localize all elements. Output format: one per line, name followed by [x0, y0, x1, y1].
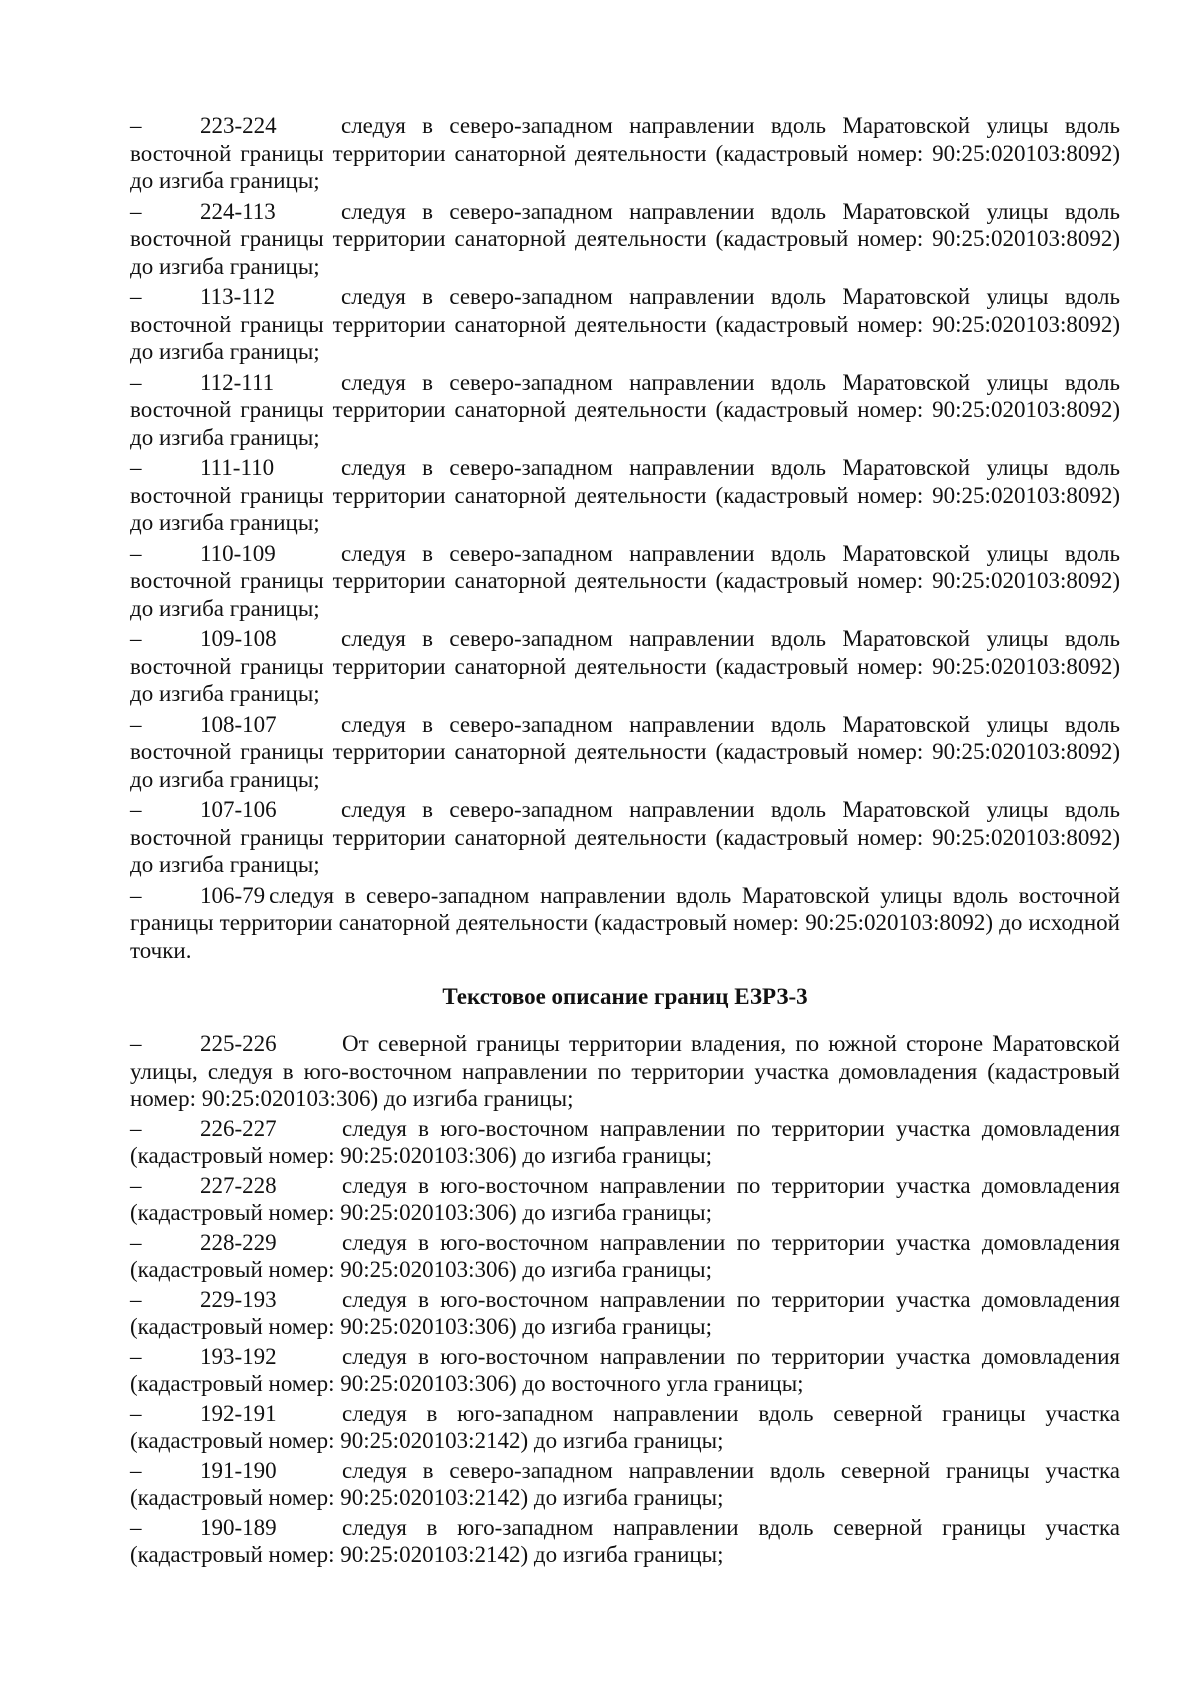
- segment-code: 226-227: [200, 1115, 277, 1141]
- segment-description: следуя в северо-западном направлении вдоль Маратовской улицы вдоль восточной границы территории санаторной деятельности (кадастровый номер: 90:25:020103:8092) до изгиба границы;: [130, 626, 1120, 706]
- list-dash: –: [130, 369, 142, 395]
- segment-code: 109-108: [200, 626, 277, 651]
- segment-description: следуя в юго-западном направлении вдоль северной границы участка (кадастровый номер: 90:25:020103:2142) до изгиба границы;: [130, 1400, 1120, 1453]
- list-item: [130, 1400, 1120, 1455]
- list-item: [130, 1115, 1120, 1170]
- segment-code: 110-109: [200, 540, 276, 566]
- segment-description: следуя в юго-восточном направлении по территории участка домовладения (кадастровый номер: 90:25:020103:306) до изгиба границы;: [130, 1115, 1120, 1168]
- section-heading: Текстовое описание границ ЕЗРЗ-3: [442, 984, 808, 1009]
- segment-description: следуя в северо-западном направлении вдоль Маратовской улицы вдоль восточной границы территории санаторной деятельности (кадастровый номер: 90:25:020103:8092) до изгиба границы;: [130, 198, 1120, 279]
- segment-code: 228-229: [200, 1229, 277, 1255]
- segment-code: 107-106: [200, 797, 277, 822]
- segment-code: 223-224: [200, 113, 277, 138]
- segment-description: следуя в юго-восточном направлении по территории участка домовладения (кадастровый номер: 90:25:020103:306) до восточного угла границы;: [130, 1343, 1120, 1396]
- list-item: [130, 1172, 1120, 1227]
- list-dash: –: [130, 1172, 142, 1198]
- list-dash: –: [130, 626, 142, 651]
- list-item: [130, 711, 1120, 794]
- list-item: [130, 283, 1120, 366]
- segment-code: 224-113: [200, 198, 276, 224]
- segment-code: 112-111: [200, 369, 275, 395]
- segment-description: следуя в юго-западном направлении вдоль северной границы участка (кадастровый номер: 90:25:020103:2142) до изгиба границы;: [130, 1514, 1120, 1567]
- segment-code: 229-193: [200, 1286, 277, 1312]
- list-dash: –: [130, 455, 142, 480]
- list-item: [130, 796, 1120, 879]
- list-dash: –: [130, 711, 142, 737]
- list-item: [130, 625, 1120, 708]
- segment-code: 192-191: [200, 1400, 277, 1426]
- segment-code: 108-107: [200, 711, 277, 737]
- segment-code: 191-190: [200, 1457, 277, 1483]
- list-dash: –: [130, 1115, 142, 1141]
- segment-description: следуя в северо-западном направлении вдоль Маратовской улицы вдоль восточной границы территории санаторной деятельности (кадастровый номер: 90:25:020103:8092) до изгиба границы;: [130, 711, 1120, 792]
- segment-code: 193-192: [200, 1343, 277, 1369]
- list-item: [130, 112, 1120, 195]
- segment-description: следуя в северо-западном направлении вдоль Маратовской улицы вдоль восточной границы территории санаторной деятельности (кадастровый номер: 90:25:020103:8092) до изгиба границы;: [130, 284, 1120, 364]
- list-item: [130, 198, 1120, 281]
- list-dash: –: [130, 1400, 142, 1426]
- segment-description: следуя в северо-западном направлении вдоль Маратовской улицы вдоль восточной границы территории санаторной деятельности (кадастровый номер: 90:25:020103:8092) до изгиба границы;: [130, 540, 1120, 621]
- list-dash: –: [130, 1343, 142, 1369]
- list-item: [130, 1343, 1120, 1398]
- list-item: [130, 1030, 1120, 1113]
- segment-description: следуя в юго-восточном направлении по территории участка домовладения (кадастровый номер: 90:25:020103:306) до изгиба границы;: [130, 1229, 1120, 1282]
- boundary-list-section-1: [130, 112, 1120, 967]
- segment-description: следуя в юго-восточном направлении по территории участка домовладения (кадастровый номер: 90:25:020103:306) до изгиба границы;: [130, 1172, 1120, 1225]
- segment-description: следуя в северо-западном направлении вдоль Маратовской улицы вдоль восточной границы территории санаторной деятельности (кадастровый номер: 90:25:020103:8092) до изгиба границы;: [130, 455, 1120, 535]
- list-dash: –: [130, 1031, 142, 1056]
- list-dash: –: [130, 1229, 142, 1255]
- segment-description: следуя в юго-восточном направлении по территории участка домовладения (кадастровый номер: 90:25:020103:306) до изгиба границы;: [130, 1286, 1120, 1339]
- list-dash: –: [130, 797, 142, 822]
- list-dash: –: [130, 882, 142, 908]
- segment-code: 225-226: [200, 1031, 277, 1056]
- list-item: [130, 1514, 1120, 1569]
- list-dash: –: [130, 1286, 142, 1312]
- list-item: [130, 369, 1120, 452]
- list-item: [130, 454, 1120, 537]
- list-item: [130, 540, 1120, 623]
- segment-description: следуя в северо-западном направлении вдоль Маратовской улицы вдоль восточной границы территории санаторной деятельности (кадастровый номер: 90:25:020103:8092) до изгиба границы;: [130, 113, 1120, 193]
- segment-description: следуя в северо-западном направлении вдоль Маратовской улицы вдоль восточной границы территории санаторной деятельности (кадастровый номер: 90:25:020103:8092) до изгиба границы;: [130, 369, 1120, 450]
- list-item: [130, 1229, 1120, 1284]
- segment-code: 190-189: [200, 1514, 277, 1540]
- list-item: [130, 1457, 1120, 1512]
- segment-code: 106-79: [200, 882, 266, 908]
- segment-description: От северной границы территории владения, по южной стороне Маратовской улицы, следуя в юго-восточном направлении по территории участка домовладения (кадастровый номер: 90:25:020103:306) до изгиба границы;: [130, 1031, 1120, 1111]
- list-dash: –: [130, 113, 142, 138]
- segment-code: 227-228: [200, 1172, 277, 1198]
- boundary-list-section-2: [130, 1030, 1120, 1571]
- list-item: [130, 1286, 1120, 1341]
- list-dash: –: [130, 1514, 142, 1540]
- segment-code: 111-110: [200, 455, 275, 480]
- segment-description: следуя в северо-западном направлении вдоль северной границы участка (кадастровый номер: 90:25:020103:2142) до изгиба границы;: [130, 1457, 1120, 1510]
- list-item: [130, 882, 1120, 965]
- segment-description: следуя в северо-западном направлении вдоль Маратовской улицы вдоль восточной границы территории санаторной деятельности (кадастровый номер: 90:25:020103:8092) до изгиба границы;: [130, 797, 1120, 877]
- list-dash: –: [130, 1457, 142, 1483]
- list-dash: –: [130, 198, 142, 224]
- list-dash: –: [130, 540, 142, 566]
- segment-code: 113-112: [200, 284, 275, 309]
- segment-description: следуя в северо-западном направлении вдоль Маратовской улицы вдоль восточной границы территории санаторной деятельности (кадастровый номер: 90:25:020103:8092) до исходной точки.: [130, 882, 1120, 963]
- list-dash: –: [130, 284, 142, 309]
